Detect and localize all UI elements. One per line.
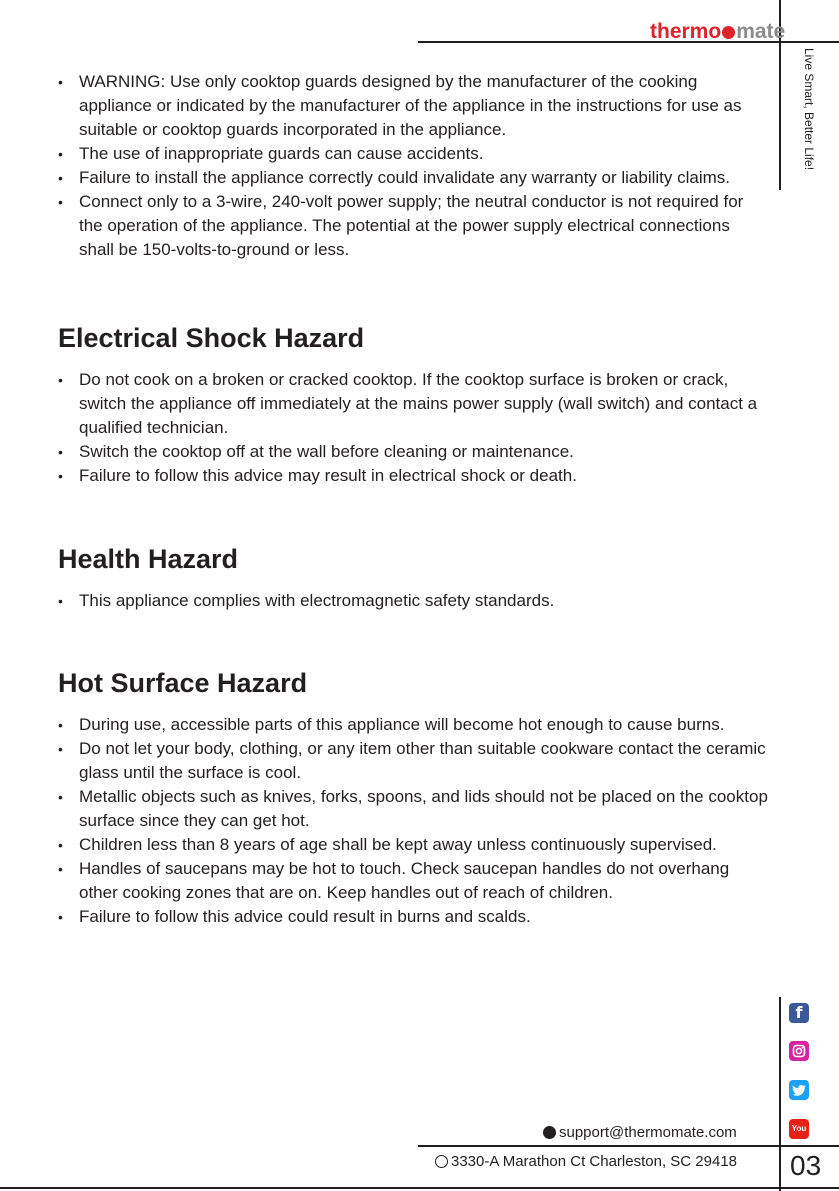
footer-address — [435, 1153, 737, 1170]
list-item: • During use, accessible parts of this appliance will become hot enough to cause burns. — [58, 713, 768, 737]
email-text: support@thermomate.com — [559, 1124, 737, 1141]
location-pin-icon — [435, 1155, 448, 1168]
address-text: 3330-A Marathon Ct Charleston, SC 29418 — [451, 1153, 738, 1170]
hot-surface-list — [58, 713, 768, 929]
youtube-glyph: You — [791, 1124, 807, 1133]
electrical-list — [58, 368, 768, 488]
intro-list — [58, 70, 768, 262]
youtube-icon[interactable] — [789, 1119, 809, 1139]
footer-rule-top — [418, 1145, 839, 1147]
list-item: • Children less than 8 years of age shall be kept away unless continuously supervised. — [58, 833, 768, 857]
twitter-icon[interactable] — [789, 1080, 809, 1100]
brand-logo-part2: mate — [736, 20, 786, 43]
list-item: • Do not let your body, clothing, or any item other than suitable cookware contact the ceramic glass until the surface is cool. — [58, 737, 768, 785]
section-title-hot-surface: Hot Surface Hazard — [58, 668, 308, 698]
list-item: • Switch the cooktop off at the wall before cleaning or maintenance. — [58, 440, 768, 464]
footer-side-rule — [779, 997, 781, 1191]
tagline: Live Smart, Better Life! — [802, 48, 816, 171]
facebook-icon[interactable] — [789, 1003, 809, 1023]
list-item: • Connect only to a 3-wire, 240-volt power supply; the neutral conductor is not required for the operation of the appliance. The potential at the power supply electrical connections shall be 150-volts-to-ground or less. — [58, 190, 768, 262]
instagram-glyph — [789, 1041, 809, 1061]
page-number: 03 — [790, 1150, 822, 1181]
list-item: • Failure to follow this advice may result in electrical shock or death. — [58, 464, 768, 488]
email-icon — [543, 1126, 556, 1139]
health-list — [58, 589, 768, 613]
brand-logo-part1: thermo — [650, 20, 722, 43]
list-item: • Failure to follow this advice could result in burns and scalds. — [58, 905, 768, 929]
section-title-electrical: Electrical Shock Hazard — [58, 323, 365, 353]
instagram-icon[interactable] — [789, 1041, 809, 1061]
facebook-glyph: f — [795, 1003, 803, 1022]
list-item: • Handles of saucepans may be hot to touch. Check saucepan handles do not overhang other cooking zones that are on. Keep handles out of reach of children. — [58, 857, 768, 905]
list-item: • WARNING: Use only cooktop guards designed by the manufacturer of the cooking appliance or indicated by the manufacturer of the appliance in the instructions for use as suitable or cooktop guards incorporated in the appliance. — [58, 70, 768, 142]
twitter-glyph — [789, 1080, 809, 1100]
brand-logo-dot — [722, 26, 735, 39]
list-item: • Do not cook on a broken or cracked cooktop. If the cooktop surface is broken or crack, switch the appliance off immediately at the mains power supply (wall switch) and contact a qualified technician. — [58, 368, 768, 440]
list-item: • Failure to install the appliance correctly could invalidate any warranty or liability claims. — [58, 166, 768, 190]
section-title-health: Health Hazard — [58, 544, 239, 574]
brand-logo — [650, 20, 785, 44]
footer-email[interactable] — [543, 1124, 737, 1141]
footer-rule-bottom — [0, 1187, 839, 1189]
list-item: • The use of inappropriate guards can cause accidents. — [58, 142, 768, 166]
list-item: • This appliance complies with electromagnetic safety standards. — [58, 589, 768, 613]
list-item: • Metallic objects such as knives, forks, spoons, and lids should not be placed on the cooktop surface since they can get hot. — [58, 785, 768, 833]
page-content — [58, 70, 768, 929]
